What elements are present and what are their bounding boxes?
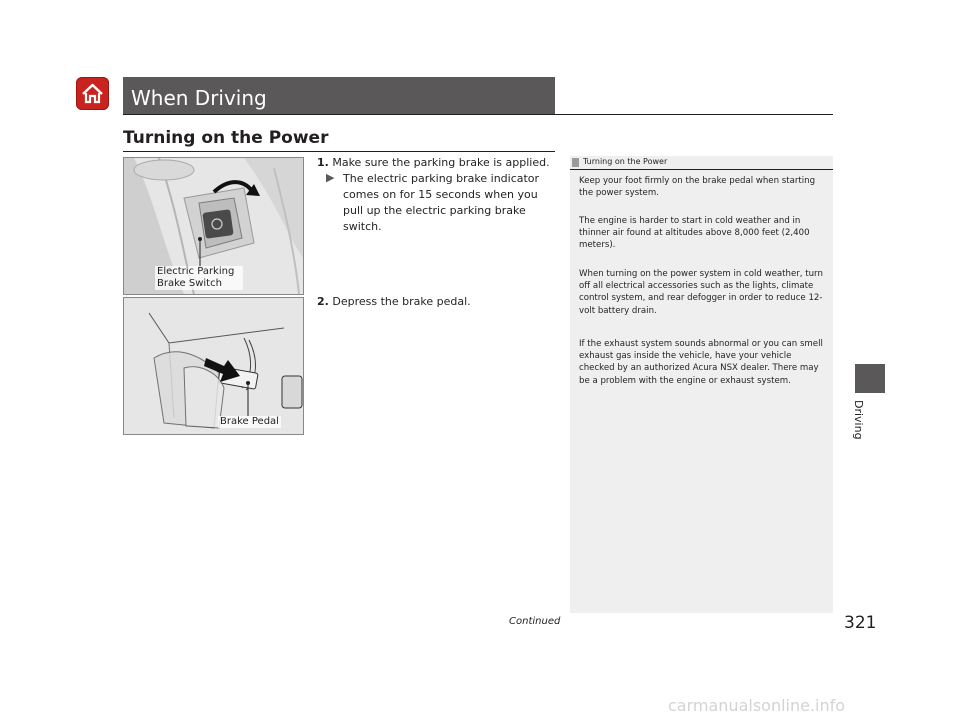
step-1-text: Make sure the parking brake is applied.	[332, 156, 550, 169]
section-title: When Driving	[131, 86, 267, 110]
heading-divider	[123, 151, 555, 152]
watermark: carmanualsonline.info	[668, 696, 846, 715]
continued-label: Continued	[509, 616, 561, 627]
step-2-text: Depress the brake pedal.	[332, 295, 471, 308]
section-divider	[123, 114, 833, 115]
step-1-detail: The electric parking brake indicator comes on for 15 seconds when you pull up the electric parking brake switch.	[343, 172, 540, 233]
note-paragraph: The engine is harder to start in cold weather and in thinner air found at altitudes above 8,000 feet (2,400 meters).	[579, 216, 810, 251]
home-icon[interactable]	[76, 77, 109, 110]
note-paragraph: Keep your foot firmly on the brake pedal when starting the power system.	[579, 176, 816, 199]
brake-pedal-callout: Brake Pedal	[220, 416, 279, 427]
page-heading: Turning on the Power	[123, 128, 329, 148]
note-paragraph: When turning on the power system in cold weather, turn off all electrical accessories such as the lights, climate control system, and rear defogger in order to reduce 12-volt battery drain.	[579, 269, 823, 316]
step-2	[317, 294, 471, 310]
parking-brake-callout	[155, 266, 243, 290]
step-1	[317, 155, 550, 171]
note-icon	[572, 158, 579, 167]
chapter-tab-label: Driving	[852, 400, 865, 440]
brake-pedal-illustration	[123, 297, 304, 435]
step-1-number: 1.	[317, 156, 329, 169]
note-title: Turning on the Power	[583, 157, 668, 166]
chapter-tab[interactable]	[855, 364, 885, 393]
step-2-number: 2.	[317, 295, 329, 308]
note-title-divider	[570, 169, 833, 170]
page-number: 321	[844, 613, 877, 633]
note-paragraph: If the exhaust system sounds abnormal or you can smell exhaust gas inside the vehicle, have your vehicle checked by an authorized Acura NSX dealer. There may be a problem with the engine or exhaust system.	[579, 339, 823, 386]
arrow-right-icon: ▶	[326, 171, 335, 184]
parking-brake-label: Electric Parking Brake Switch	[157, 266, 235, 289]
